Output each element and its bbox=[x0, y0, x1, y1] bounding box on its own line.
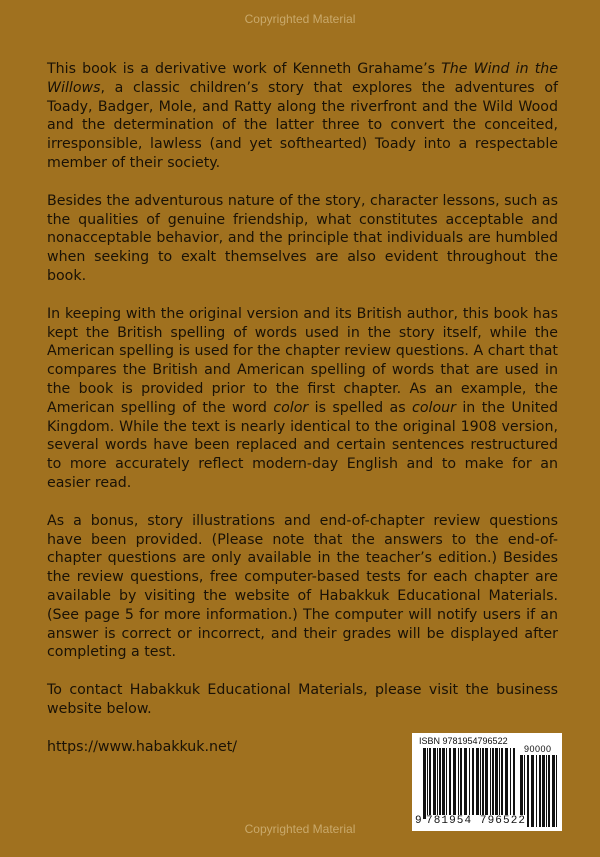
website-url: https://www.habakkuk.net/ bbox=[47, 738, 238, 755]
paragraph-intro: This book is a derivative work of Kenneth Grahame’s The Wind in the Willows, a classic children’s story that explores the adventures of Toady, Badger, Mole, and Ratty along the riverfront and the Wild Wood and the determination of the latter three to convert the conceited, irresponsible, lawless (and yet softhearted) Toady into a respectable member of their society. bbox=[47, 61, 558, 171]
barcode-digits: 781954 796522 bbox=[426, 815, 527, 827]
paragraph-spelling: In keeping with the original version and its British author, this book has kept the British spelling of words used in the story itself, while the American spelling is used for the chapter review questions. A chart that compares the British and American spelling of words that are used in the book is provided prior to the first chapter. As an example, the American spelling of the word color is spelled as colour in the United Kingdom. While the text is nearly identical to the original 1908 version, several words have been replaced and certain sentences restructured to more accurately reflect modern-day English and to make for an easier read. bbox=[47, 305, 558, 491]
word-colour: colour bbox=[412, 399, 456, 416]
word-color: color bbox=[273, 399, 309, 416]
paragraph-contact: To contact Habakkuk Educational Materials, please visit the business website below. bbox=[47, 682, 558, 717]
paragraph-lessons: Besides the adventurous nature of the story, character lessons, such as the qualities of genuine friendship, what constitutes acceptable and nonacceptable behavior, and the principle that individuals are humbled when seeking to exalt themselves are also evident throughout the book. bbox=[47, 192, 558, 284]
watermark-bottom: Copyrighted Material bbox=[244, 822, 356, 836]
watermark-top: Copyrighted Material bbox=[244, 12, 356, 26]
paragraph-bonus: As a bonus, story illustrations and end-of-chapter review questions have been provided. (Please note that the answers to the end-of-chapter questions are only available in the teacher’s edition.) Besides the review questions, free computer-based tests for each chapter are available by visiting the website of Habakkuk Educational Materials. (See page 5 for more information.) The computer will notify users if an answer is correct or incorrect, and their grades will be displayed after completing a test. bbox=[47, 512, 558, 661]
isbn-label: ISBN 9781954796522 bbox=[419, 736, 508, 746]
book-title: The Wind in the Willows bbox=[47, 61, 558, 96]
barcode-addon-number: 90000 bbox=[524, 744, 552, 754]
isbn-barcode bbox=[412, 733, 562, 831]
barcode-lead-digit: 9 bbox=[415, 815, 422, 827]
back-cover-text bbox=[47, 60, 558, 776]
